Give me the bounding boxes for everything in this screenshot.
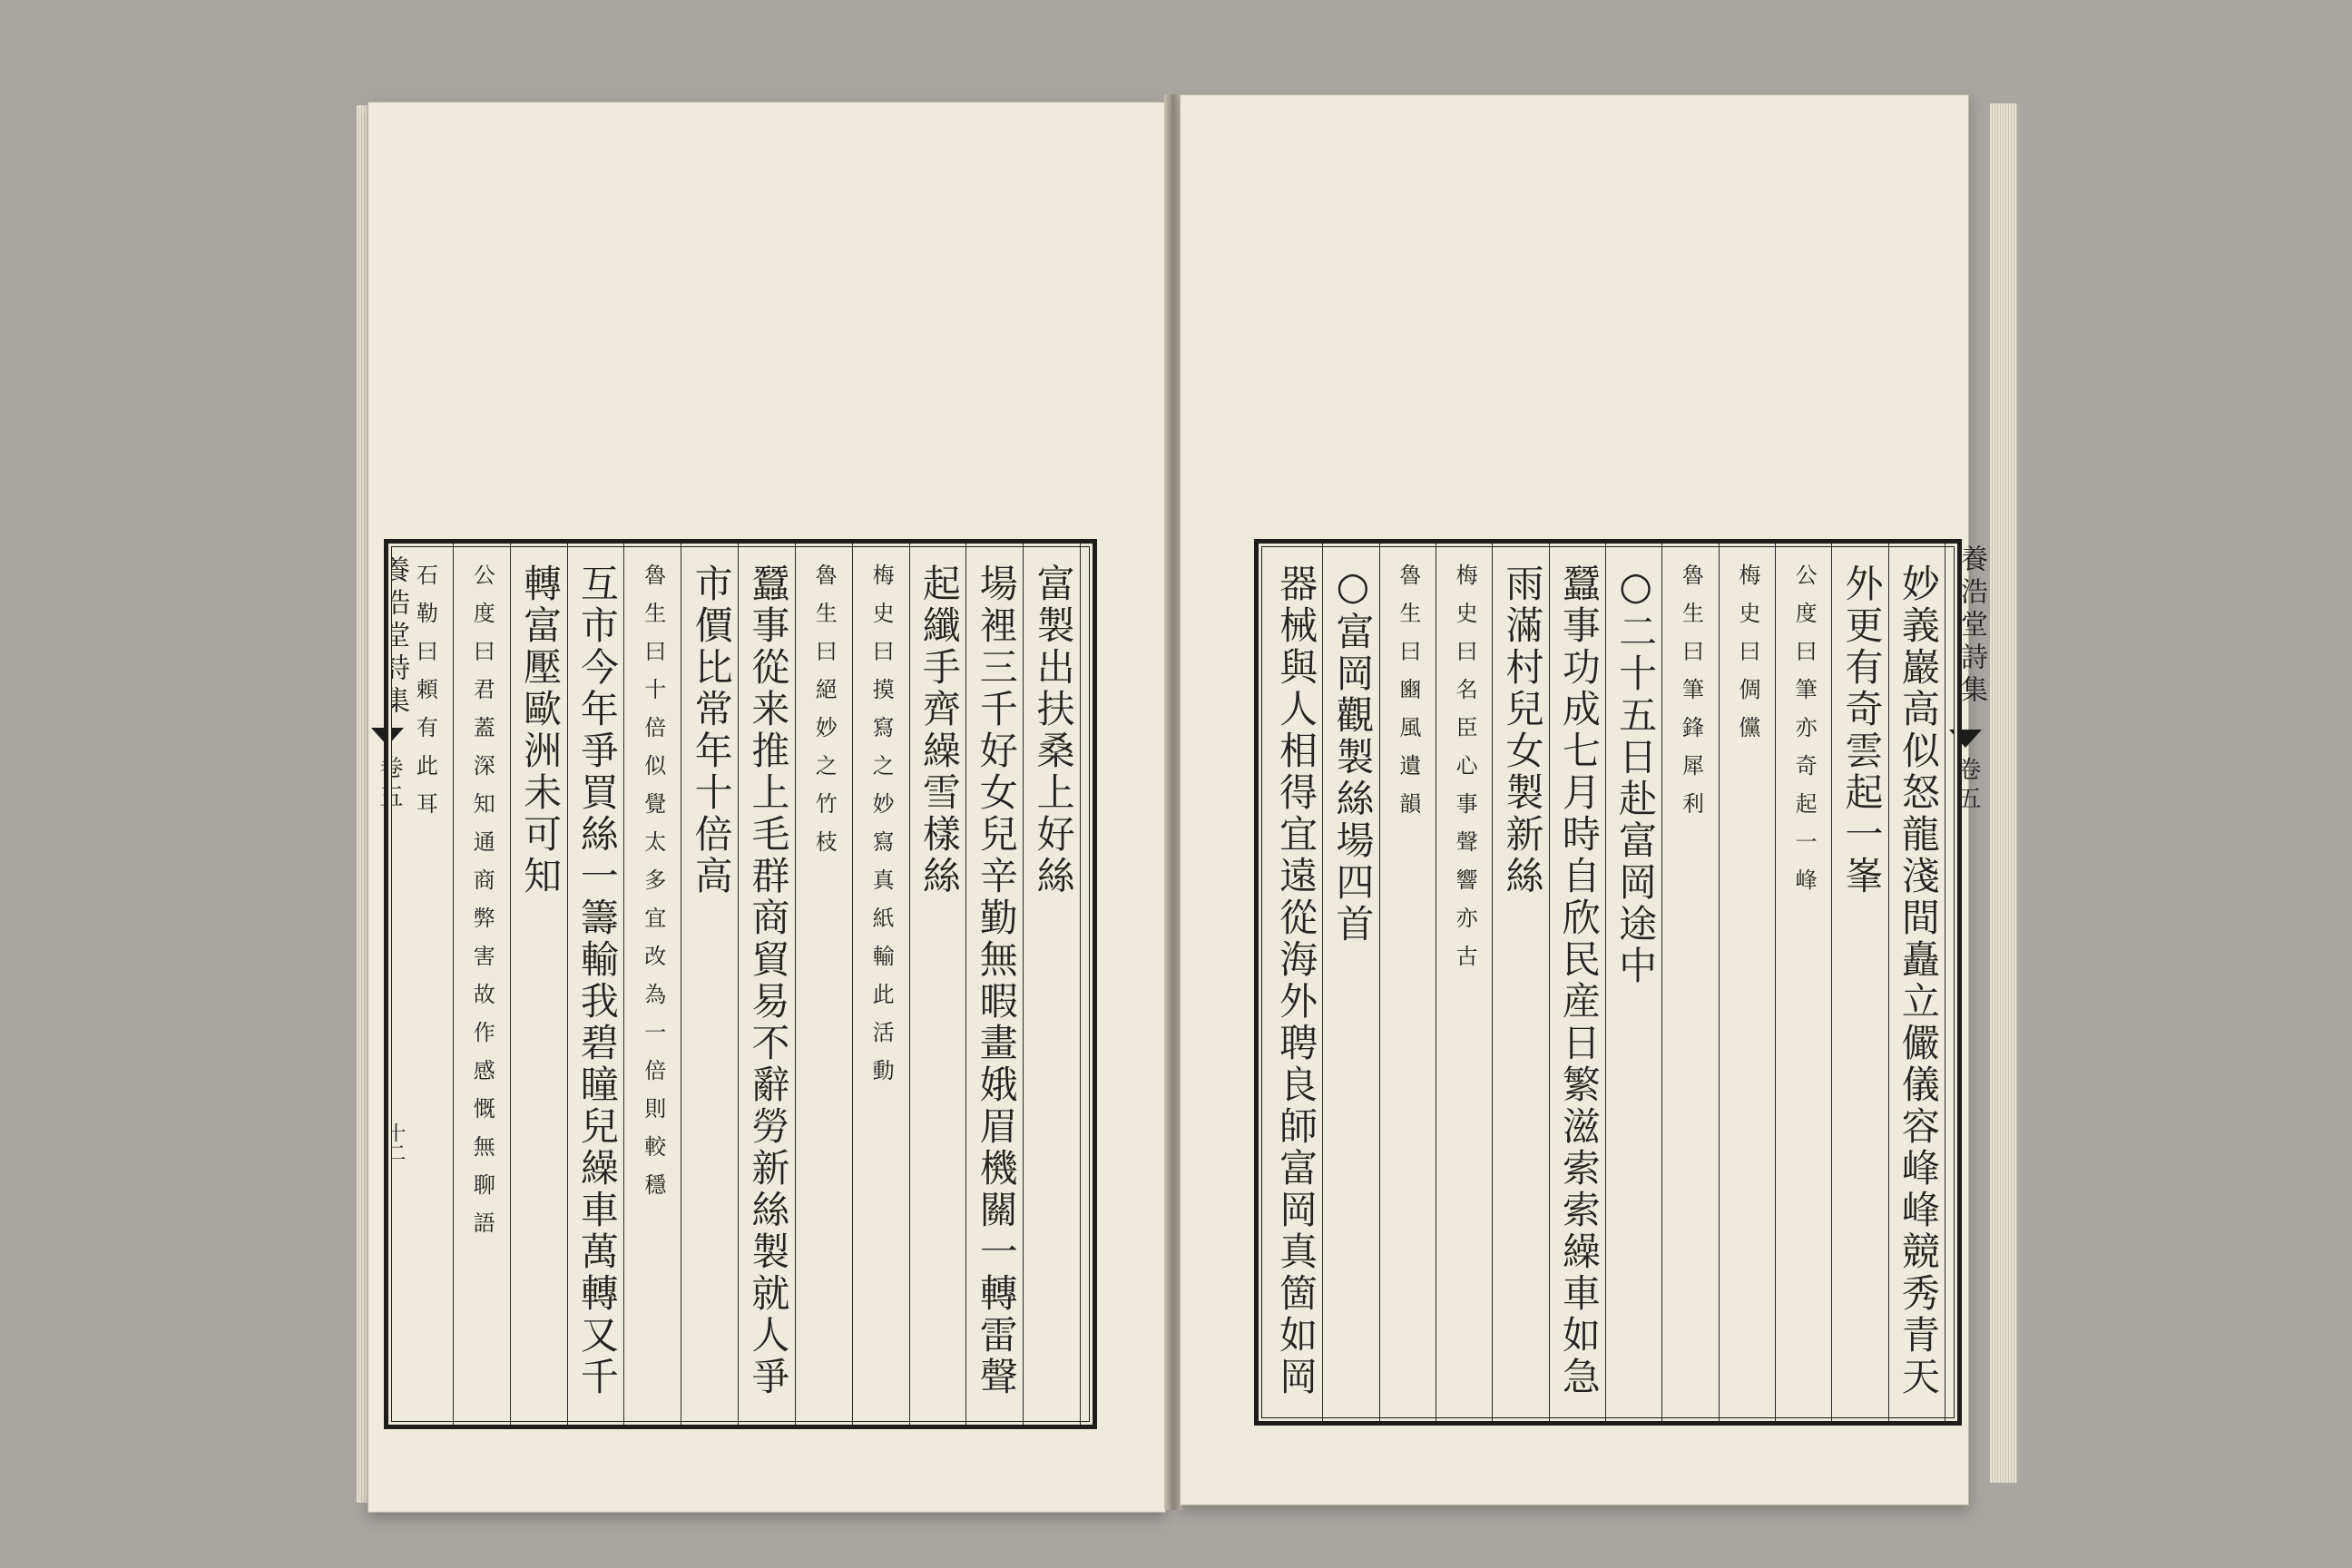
column-rule: [1492, 544, 1493, 1421]
left-folio: 十二: [383, 1122, 406, 1162]
left-text-frame: [384, 539, 1097, 1429]
text-column: 起纖手齊繰雪樣絲: [916, 564, 962, 897]
text-column: 公度曰君蓋深知通商弊害故作感慨無聊語: [469, 564, 495, 1250]
left-page: [368, 102, 1166, 1513]
open-book: [368, 89, 1992, 1504]
left-margin-volume: 卷五: [376, 755, 403, 813]
text-column: 魯生曰絕妙之竹枝: [811, 564, 838, 868]
text-column: 公度曰筆亦奇起一峰: [1791, 564, 1818, 906]
text-column: ○二十五日赴富岡途中: [1613, 564, 1659, 987]
column-rule: [1831, 544, 1832, 1421]
text-column: 場裡三千好女兒辛勤無暇畫娥眉機關一轉雷聲: [974, 564, 1019, 1398]
right-text-frame: [1254, 539, 1962, 1426]
right-margin-title: 養浩堂詩集: [1955, 544, 1987, 708]
text-column: 石勒曰頼有此耳: [412, 564, 438, 830]
column-rule: [909, 544, 910, 1425]
text-column: 梅史曰倜儻: [1734, 564, 1760, 754]
text-column: 富製出扶桑上好絲: [1031, 564, 1076, 897]
text-column: 魯生曰筆鋒犀利: [1678, 564, 1704, 830]
text-column: 器械與人相得宜遠從海外聘良師富岡真箇如岡: [1274, 564, 1319, 1398]
text-column: 魯生曰豳風遺韻: [1395, 564, 1421, 830]
text-column: 雨滿村兒女製新絲: [1500, 564, 1545, 897]
column-rule: [852, 544, 853, 1425]
column-rule: [1775, 544, 1776, 1421]
text-column: 市價比常年十倍高: [689, 564, 734, 897]
text-column: 外更有奇雲起一峯: [1839, 564, 1885, 897]
text-column: ○富岡觀製絲場四首: [1330, 564, 1376, 946]
text-column: 梅史曰摸寫之妙寫真紙輸此活動: [868, 564, 895, 1097]
column-rule: [1719, 544, 1720, 1421]
text-column: 梅史曰名臣心事聲響亦古: [1452, 564, 1478, 983]
right-margin-volume: 卷五: [1954, 757, 1981, 815]
column-rule: [453, 544, 454, 1425]
text-column: 魯生曰十倍似覺太多宜改為一倍則較穩: [640, 564, 666, 1211]
text-column: 轉富壓歐洲未可知: [518, 564, 564, 897]
left-margin-title: 養浩堂詩集: [377, 555, 409, 719]
text-column: 互市今年爭買絲一籌輸我碧瞳兒繰車萬轉又千: [574, 564, 620, 1398]
right-page-edges: [1990, 103, 2017, 1483]
text-column: 蠶事功成七月時自欣民産日繁滋索索繰車如急: [1556, 564, 1602, 1398]
column-rule: [510, 544, 511, 1425]
text-column: 蠶事從来推上毛群商貿易不辭勞新絲製就人爭: [746, 564, 791, 1398]
text-column: 妙義巖高似怒龍淺間矗立儼儀容峰峰競秀青天: [1896, 564, 1941, 1398]
right-page: [1180, 94, 1987, 1505]
